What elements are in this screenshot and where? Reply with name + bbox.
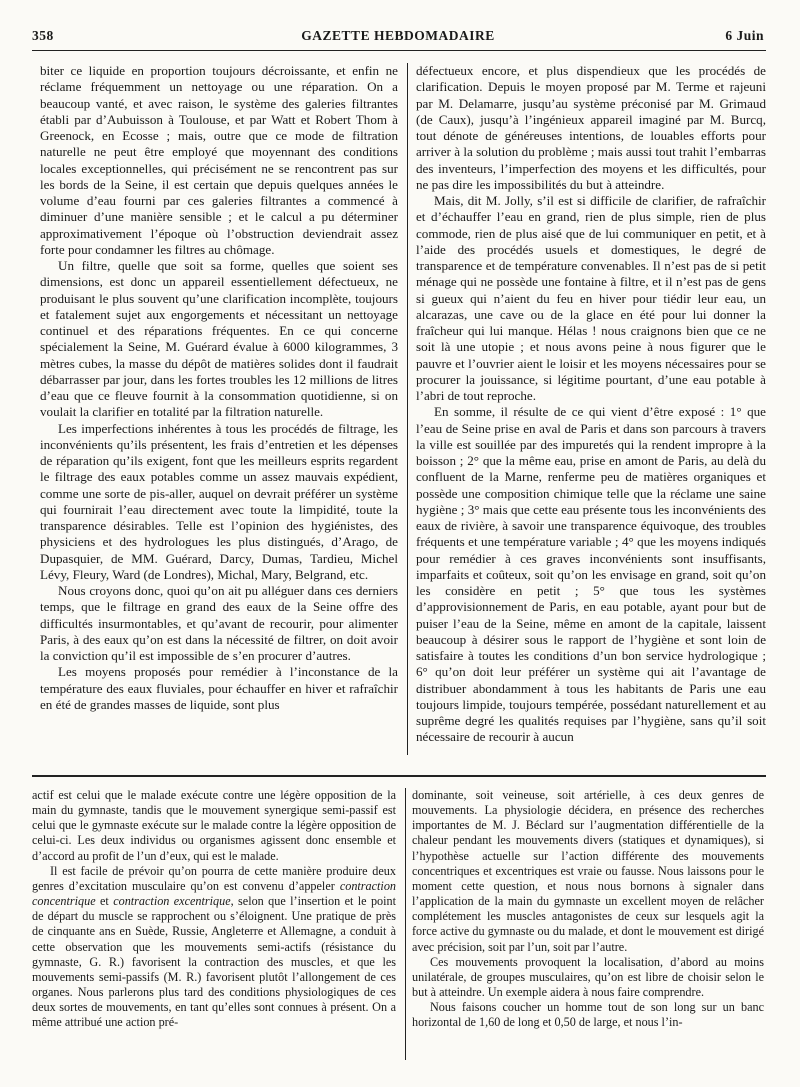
section-rule <box>32 775 766 777</box>
text-run: Il est facile de prévoir qu’on pourra de cette manière produire deux genres d’excitation musculaire qu’on est convenu d’appeler <box>32 863 396 893</box>
paragraph: Les moyens proposés pour remédier à l’inconstance de la température des eaux fluviales, pour échauffer en hiver et rafraîchir en été de grandes masses de liquide, sont plus <box>40 664 398 712</box>
paragraph: défectueux encore, et plus dispendieux que les procédés de clarification. Depuis le moyen proposé par M. Terme et rajeuni par M. Delamarre, jusqu’au système préconisé par M. Grimaud (de Caux), jusqu’à l’ingénieux appareil imaginé par M. Burcq, tout dénote de généreuses intentions, de louables efforts pour arriver à la solution du problème ; mais aussi tout trahit l’embarras des inventeurs, l’imperfection des moyens et les difficultés, pour ne pas dire les impossibilités du but à atteindre. <box>416 63 766 192</box>
page-header <box>32 28 764 50</box>
upper-left-column <box>40 63 398 713</box>
paragraph: dominante, soit veineuse, soit artérielle, à ces deux genres de mouvements. La physiologie décidera, en présence des recherches importantes de M. J. Béclard sur l’augmentation différentielle de la chaleur pendant les mouvements divers (statiques et dynamiques), si l’hypothèse actuelle sur l’action différente des mouvements concentriques et excentriques est vraie ou fausse. Nous laissons pour le moment cette question, et nous nous bornons à signaler dans l’application de la main du gymnaste un excellent moyen de relâcher complétement les muscles antagonistes de ceux sur lesquels agit la force active du gymnaste ou du malade, et dont le mouvement est dirigé avec précision, soit par l’un, soit par l’autre. <box>412 788 764 954</box>
italic-term: contraction excentrique <box>113 894 231 909</box>
italic-term: contraction concentrique <box>32 878 397 909</box>
paragraph: Ces mouvements provoquent la localisation, d’abord au moins unilatérale, de groupes musculaires, qu’on est libre de choisir selon le but à atteindre. Un exemple aidera à nous faire comprendre. <box>412 954 764 1000</box>
paragraph: Nous croyons donc, quoi qu’on ait pu alléguer dans ces derniers temps, que le filtrage en grand des eaux de la Seine offre des difficultés insurmontables, et qu’avant de recourir, pour alimenter Paris, à des eaux qu’on est dans la nécessité de filtrer, on doit avoir la conviction qu’il est impossible de s’en procurer d’autres. <box>40 583 398 663</box>
paragraph: actif est celui que le malade exécute contre une légère opposition de la main du gymnaste, tandis que le mouvement synergique semi-passif est celui que le gymnaste exécute sur le malade contre la légère opposition de celui-ci. Les deux individus ou organismes agissent donc ensemble et d’accord au profit de l’un d’eux, qui est le malade. <box>32 788 396 863</box>
column-divider <box>405 788 406 1060</box>
page-number: 358 <box>32 28 54 43</box>
paragraph <box>32 864 396 1031</box>
column-divider <box>407 63 408 755</box>
header-rule <box>32 50 766 51</box>
paragraph: En somme, il résulte de ce qui vient d’être exposé : 1° que l’eau de Seine prise en aval de Paris et dans son parcours à travers la ville est souillée par des impuretés qui la rendent impropre à la boisson ; 2° que la même eau, prise en amont de Paris, au delà du confluent de la Marne, renferme peu de matières organiques et possède une composition chimique telle que la réclame une saine hygiène ; 3° mais que cette eau présente tous les inconvénients des eaux de rivière, à savoir une transparence équivoque, des troubles fréquents et une température variable ; 4° que les moyens indiqués pour remédier à ces graves inconvénients sont insuffisants, imparfaits et coûteux, soit qu’on les envisage en grand, soit qu’on les considère en petit ; 5° que tous les systèmes d’approvisionnement de Paris, en eau potable, ayant pour but de puiser l’eau de la Seine, même en amont de la capitale, laissent beaucoup à désirer sous le rapport de l’hygiène et sont loin de satisfaire à toutes les conditions d’un bon service hydrologique ; 6° qu’on doit leur préférer un système qui ait l’avantage de distribuer abondamment à tous les habitants de Paris une eau toujours limpide, toujours tempérée, possédant naturellement et au suprême degré les qualités requises par l’hygiène, sans qu’il soit nécessaire de recourir à aucun <box>416 404 766 745</box>
paragraph: biter ce liquide en proportion toujours décroissante, et enfin ne réclame fréquemment un nettoyage ou une réparation. On a beaucoup vanté, et avec raison, le système des galeries filtrantes établi par d’Aubuisson à Toulouse, et par Watt et Robert Thom à Greenock, en Ecosse ; mais, outre que ce mode de filtration naturelle ne peut être employé que moyennant des conditions locales exceptionnelles, qui précisément ne se rencontrent pas sur les bords de la Seine, il est certain que depuis quelques années le volume d’eau fourni par ces galeries filtrantes a commencé à diminuer d’une manière sensible ; et le calcul a pu déterminer approximativement l’époque où l’obstruction deviendrait assez forte pour condamner les filtres au chômage. <box>40 63 398 257</box>
upper-right-column <box>416 63 766 746</box>
paragraph: Nous faisons coucher un homme tout de son long sur un banc horizontal de 1,60 de long et 0,50 de large, et nous l’in- <box>412 1000 764 1030</box>
lower-left-column <box>32 788 396 1031</box>
text-run: et <box>100 894 109 909</box>
paragraph: Un filtre, quelle que soit sa forme, quelles que soient ses dimensions, est donc un appareil essentiellement défectueux, ne produisant le plus souvent qu’une clarification incomplète, toujours et fatalement sujet aux engorgements et nécessitant un nettoyage continuel et des réparations fréquentes. En ce qui concerne spécialement la Seine, M. Guérard évalue à 6000 kilogrammes, 3 mètres cubes, la masse du dépôt de matières solides dont il faudrait débarrasser par jour, dans les fortes troubles les 12 millions de litres d’eau que ce fleuve fournit à la consommation quotidienne, si on voulait la clarifier en totalité par la filtration naturelle. <box>40 258 398 420</box>
paragraph: Mais, dit M. Jolly, s’il est si difficile de clarifier, de rafraîchir et d’échauffer l’eau en grand, rien de plus simple, rien de plus commode, rien de plus aisé que de lui communiquer en petit, et à l’aide des procédés usuels et domestiques, le degré de transparence et de température convenables. Il n’est pas de si petit ménage qui ne possède une fontaine à filtre, et il n’est pas de gens si gueux qui n’aient du feu en hiver pour tiédir leur eau, un alcarazas, une cave ou de la glace en été pour lui donner la fraîcheur qui lui manque. Hélas ! nous craignons bien que ce ne soit là une utopie ; et nous avons peine à nous figurer que le pauvre et l’ouvrier aient le loisir et les moyens nécessaires pour se procurer la jouissance, si légitime pourtant, d’une eau potable à l’abri de tout reproche. <box>416 193 766 403</box>
journal-title: GAZETTE HEBDOMADAIRE <box>301 28 495 43</box>
lower-right-column <box>412 788 764 1031</box>
paragraph: Les imperfections inhérentes à tous les procédés de filtrage, les inconvénients qu’ils présentent, les frais d’entretien et les dépenses de réparation qu’ils exigent, font que les meilleurs esprits regardent le filtrage des eaux potables comme un assez mauvais expédient, comme une sorte de pis-aller, auquel on devrait préférer un système qui fournirait l’eau directement avec toute la limpidité, toute la transparence désirables. Telle est l’opinion des hygiénistes, des physiciens et des hydrologues les plus distingués, d’Arago, de Dupasquier, de MM. Guérard, Darcy, Dumas, Tardieu, Michel Lévy, Fleury, Ward (de Londres), Michal, Mary, Belgrand, etc. <box>40 420 398 582</box>
text-run: , selon que l’insertion et le point de départ du muscle se rapprochent ou s’éloignent. Une pratique de près de cinquante ans en Suède, Russie, Angleterre et Allemagne, a conduit à cette observation que les mouvements semi-actifs (résistance du gymnaste, G. R.) favorisent la contraction des muscles, et que les mouvements semi-passifs (M. R.) favorisent plutôt l’allongement de ces organes. Nous parlerons plus tard des conditions physiologiques de ces deux sortes de mouvements, en tant qu’elles sont connues à présent. On a même attribué une action pré- <box>32 894 397 1030</box>
issue-date: 6 Juin <box>725 28 764 43</box>
